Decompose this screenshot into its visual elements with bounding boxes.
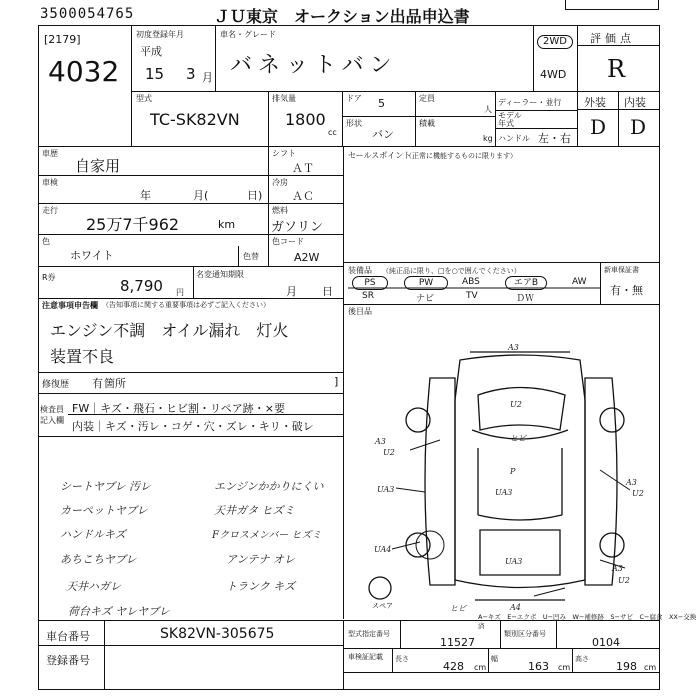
inspection-day: 日) bbox=[247, 189, 263, 202]
inspection-label: 車検 bbox=[42, 178, 58, 187]
caution-line1: エンジン不調 オイル漏れ 灯火 bbox=[50, 321, 289, 340]
note-left-6: 荷台キズ ヤレヤブレ bbox=[68, 605, 170, 618]
note-right-5: トランク キズ bbox=[226, 580, 296, 593]
history-value: 自家用 bbox=[75, 157, 121, 175]
shape-value: バン bbox=[372, 128, 394, 141]
note-left-5: 天井ハガレ bbox=[66, 580, 121, 593]
type-designation-label: 型式指定番号 bbox=[348, 630, 390, 638]
note-left-3: ハンドルキズ bbox=[60, 528, 126, 541]
barcode-number: 3500054765 bbox=[40, 6, 135, 22]
load-label: 積載 bbox=[419, 119, 435, 128]
displacement-label: 排気量 bbox=[272, 94, 296, 103]
fuel-label: 燃料 bbox=[272, 206, 288, 215]
mileage-label: 走行 bbox=[42, 206, 58, 215]
warranty-value: 有・無 bbox=[610, 284, 643, 297]
note-right-1: エンジンかかりにくい bbox=[214, 480, 324, 493]
damage-legend: A−キズ E−エクボ U−凹み W−補修跡 S−サビ C−腐食 XX−交換済 bbox=[478, 613, 697, 630]
note-right-2: 天井ガタ ヒズミ bbox=[214, 504, 295, 517]
mark-right-u2b: U2 bbox=[618, 576, 630, 585]
shape-label: 形状 bbox=[346, 119, 362, 128]
width-value: 163 bbox=[528, 660, 549, 673]
mark-roof: U2 bbox=[510, 400, 522, 409]
equipment-label: 装備品 bbox=[348, 266, 372, 275]
mark-left-a3: A3 bbox=[375, 437, 386, 446]
lot-number: 4032 bbox=[48, 55, 120, 88]
displacement-unit: cc bbox=[328, 128, 337, 137]
color-change-label: 色替 bbox=[243, 252, 259, 261]
capacity-label: 定員 bbox=[419, 94, 435, 103]
mark-center-p: P bbox=[510, 467, 516, 476]
fuel-value: ガソリン bbox=[271, 220, 324, 235]
repair-sub: 箇所 bbox=[104, 377, 126, 390]
mark-right-a3: A3 bbox=[626, 478, 637, 487]
category-label: 類別区分番号 bbox=[504, 630, 546, 638]
spare-label: スペア bbox=[372, 602, 393, 610]
history-label: 車歴 bbox=[42, 149, 58, 158]
sales-point-note: （正常に機能するものに限ります） bbox=[405, 152, 517, 160]
equip-sr: SR bbox=[362, 291, 374, 301]
chassis-value: SK82VN-305675 bbox=[160, 626, 275, 642]
mileage-value: 25万7千962 bbox=[86, 215, 180, 234]
repair-label: 修復歴 bbox=[42, 380, 70, 390]
caution-line2: 装置不良 bbox=[50, 347, 115, 366]
transfer-label: 名変通知期限 bbox=[196, 270, 244, 279]
registration-year: 15 bbox=[145, 65, 165, 83]
inspector-row1: FW｜キズ・飛石・ヒビ割・リペア跡・×要 bbox=[72, 402, 285, 415]
caution-label: 注意事項申告欄 bbox=[42, 301, 98, 310]
height-label: 高さ bbox=[575, 655, 589, 663]
mark-bottom-crack: ヒビ bbox=[450, 604, 466, 613]
car-name-value: バネットバン bbox=[230, 53, 398, 78]
grade-label: 評価点 bbox=[590, 32, 635, 45]
mark-left-ua4: UA4 bbox=[374, 545, 392, 554]
mark-left-ua3: UA3 bbox=[377, 485, 395, 494]
registration-label: 初度登録年月 bbox=[136, 30, 184, 39]
dealer-label: ディーラー・並行 bbox=[498, 98, 562, 107]
exterior-label: 外装 bbox=[584, 96, 606, 109]
equip-pw: PW bbox=[404, 276, 448, 290]
shift-value: ＡＴ bbox=[292, 162, 314, 175]
capacity-unit: 人 bbox=[484, 105, 492, 114]
exterior-value: D bbox=[590, 115, 607, 139]
inspector-label: 検査員記入欄 bbox=[40, 405, 64, 425]
repair-value: 有 bbox=[92, 377, 103, 390]
handle-label: ハンドル bbox=[498, 134, 530, 143]
mark-center-ua3: UA3 bbox=[495, 488, 513, 497]
height-value: 198 bbox=[616, 660, 637, 673]
width-label: 幅 bbox=[491, 655, 498, 663]
doors-value: 5 bbox=[378, 97, 385, 110]
mark-left-u2: U2 bbox=[383, 448, 395, 457]
model-value: TC-SK82VN bbox=[150, 110, 240, 129]
mark-top: A3 bbox=[508, 343, 519, 352]
caution-note: （告知事項に関する重要事項は必ずご記入ください） bbox=[102, 301, 270, 309]
equip-navi: ナビ bbox=[416, 294, 435, 304]
color-code-value: A2W bbox=[294, 251, 320, 264]
chassis-label: 車台番号 bbox=[46, 630, 90, 643]
height-unit: cm bbox=[644, 663, 657, 672]
aircon-label: 冷房 bbox=[272, 178, 288, 187]
model-label: 型式 bbox=[136, 94, 152, 103]
note-right-4: アンテナ オレ bbox=[226, 553, 296, 566]
drive-2wd: 2WD bbox=[537, 35, 573, 49]
transfer-day: 日 bbox=[322, 285, 333, 298]
form-title: ＪＵ東京 オークション出品申込書 bbox=[214, 7, 470, 26]
mark-right-u2: U2 bbox=[632, 489, 644, 498]
equip-dw: ＤＷ bbox=[516, 294, 535, 304]
load-unit: kg bbox=[483, 134, 493, 143]
recycle-value: 8,790 bbox=[120, 277, 163, 295]
drive-4wd: 4WD bbox=[540, 68, 567, 81]
aircon-value: ＡＣ bbox=[292, 190, 314, 203]
width-unit: cm bbox=[558, 663, 571, 672]
doors-label: ドア bbox=[346, 94, 362, 103]
shift-label: シフト bbox=[272, 149, 296, 158]
note-left-2: カーペットヤブレ bbox=[60, 504, 148, 517]
color-label: 色 bbox=[42, 237, 50, 246]
mark-bottom-a4: A4 bbox=[510, 603, 521, 612]
repair-bracket: ] bbox=[334, 375, 339, 388]
lot-code: [2179] bbox=[44, 33, 81, 46]
mark-crack: ヒビ bbox=[510, 434, 526, 443]
interior-value: D bbox=[630, 115, 647, 139]
registration-month-unit: 月 bbox=[202, 71, 213, 84]
equip-airbag: エアB bbox=[505, 276, 547, 290]
length-label: 長さ bbox=[395, 655, 409, 663]
inspection-year: 年 bbox=[140, 189, 151, 202]
category-value: 0104 bbox=[592, 636, 620, 649]
handle-value: 左・右 bbox=[538, 132, 571, 145]
mark-right-a3b: A3 bbox=[612, 564, 623, 573]
grade-value: R bbox=[607, 55, 626, 83]
color-code-label: 色コード bbox=[272, 237, 304, 246]
dims-label: 車検証記載 bbox=[348, 653, 383, 661]
length-value: 428 bbox=[443, 660, 464, 673]
equip-ps: PS bbox=[352, 276, 388, 290]
rear-label: 後目品 bbox=[348, 307, 372, 316]
note-right-3: Fクロスメンバー ヒズミ bbox=[212, 530, 322, 541]
displacement-value: 1800 bbox=[285, 110, 326, 129]
equip-abs: ABS bbox=[462, 277, 480, 287]
mark-bottom-ua3: UA3 bbox=[505, 557, 523, 566]
type-designation-value: 11527 bbox=[440, 636, 475, 649]
transfer-month: 月 bbox=[286, 285, 297, 298]
equip-tv: TV bbox=[466, 291, 478, 301]
color-value: ホワイト bbox=[70, 249, 114, 262]
inspector-row2: 内装｜キズ・汚レ・コゲ・穴・ズレ・キリ・破レ bbox=[72, 420, 314, 433]
car-name-label: 車名・グレード bbox=[220, 30, 276, 39]
note-left-4: あちこちヤブレ bbox=[60, 553, 137, 566]
equipment-note: （純正品に限り、□を○で囲んでください） bbox=[382, 267, 521, 275]
mileage-unit: km bbox=[218, 218, 236, 231]
inspection-month: 月( bbox=[193, 189, 209, 202]
recycle-label: R券 bbox=[42, 273, 56, 282]
length-unit: cm bbox=[474, 663, 487, 672]
interior-label: 内装 bbox=[624, 96, 646, 109]
sales-point-label: セールスポイント bbox=[348, 151, 412, 160]
warranty-label: 新車保証書 bbox=[604, 266, 639, 274]
register-label: 登録番号 bbox=[46, 654, 90, 667]
registration-month: 3 bbox=[186, 65, 196, 83]
recycle-unit: 円 bbox=[176, 288, 184, 297]
equip-aw: AW bbox=[572, 277, 587, 287]
registration-era: 平成 bbox=[140, 45, 162, 58]
note-left-1: シートヤブレ 汚レ bbox=[60, 480, 152, 493]
model-year-label: モデル年式 bbox=[498, 111, 522, 128]
